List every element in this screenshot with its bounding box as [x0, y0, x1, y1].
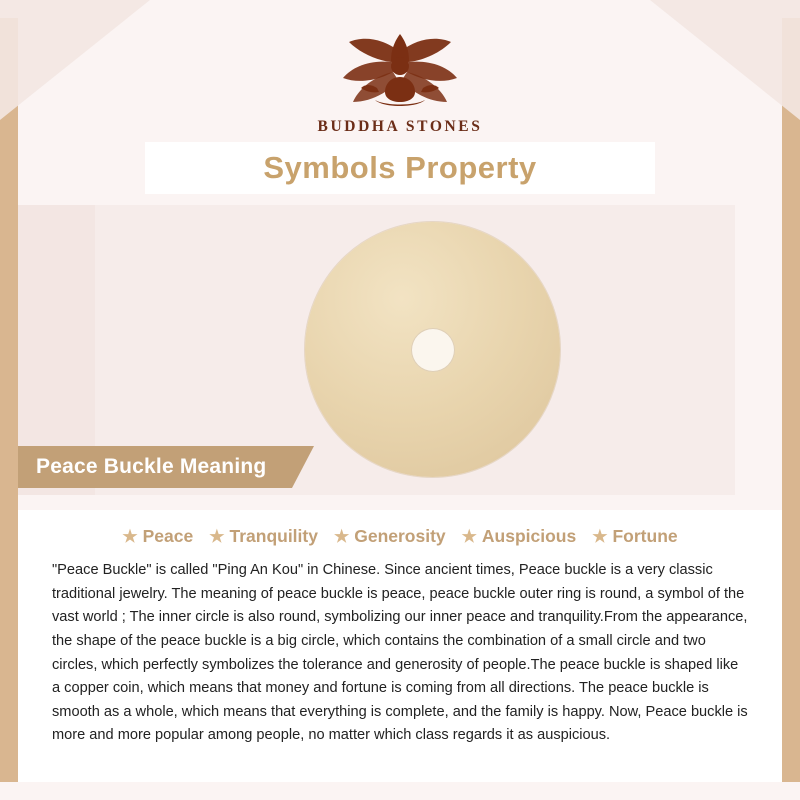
- brand-logo: [0, 22, 800, 136]
- brand-name: BUDDHA STONES: [317, 118, 483, 135]
- list-item: [334, 526, 446, 547]
- keyword-label: Fortune: [612, 526, 678, 546]
- star-icon: ★: [209, 526, 225, 546]
- keyword-label: Peace: [142, 526, 194, 546]
- keyword-list: [18, 510, 782, 547]
- list-item: [592, 526, 677, 547]
- star-icon: ★: [333, 526, 350, 546]
- list-item: [462, 526, 577, 547]
- keyword-label: Auspicious: [481, 526, 577, 546]
- peace-buckle-disc-icon: [305, 222, 560, 477]
- lotus-meditation-icon: [305, 22, 495, 114]
- section-ribbon-label: Peace Buckle Meaning: [36, 455, 267, 478]
- ribbon-tail-icon: [292, 446, 314, 488]
- keyword-label: Tranquility: [229, 526, 318, 546]
- section-ribbon: [18, 446, 292, 488]
- page-title-band: [145, 142, 655, 194]
- star-icon: ★: [122, 526, 138, 546]
- list-item: [122, 526, 193, 547]
- bottom-border-strip: [0, 782, 800, 800]
- description-paragraph: "Peace Buckle" is called "Ping An Kou" in Chinese. Since ancient times, Peace buckle is a very classic traditional jewelry. The meaning of peace buckle is peace, peace buckle outer ring is round, a symbol of the vast world ; The inner circle is also round, symbolizing our inner peace and tranquility.From the appearance, the shape of the peace buckle is a big circle, which contains the combination of a small circle and two circles, which perfectly symbolizes the tolerance and generosity of people.The peace buckle is shaped like a copper coin, which means that money and fortune is coming from all directions. The peace buckle is smooth as a whole, which means that everything is complete, and the family is happy. Now, Peace buckle is more and more popular among people, no matter which class regards it as auspicious.: [52, 562, 748, 744]
- page-title: Symbols Property: [263, 150, 537, 185]
- keyword-label: Generosity: [354, 526, 446, 546]
- star-icon: ★: [461, 526, 477, 546]
- star-icon: ★: [592, 526, 608, 546]
- peace-buckle-hole: [411, 328, 455, 372]
- content-panel: [18, 510, 782, 782]
- list-item: [209, 526, 318, 547]
